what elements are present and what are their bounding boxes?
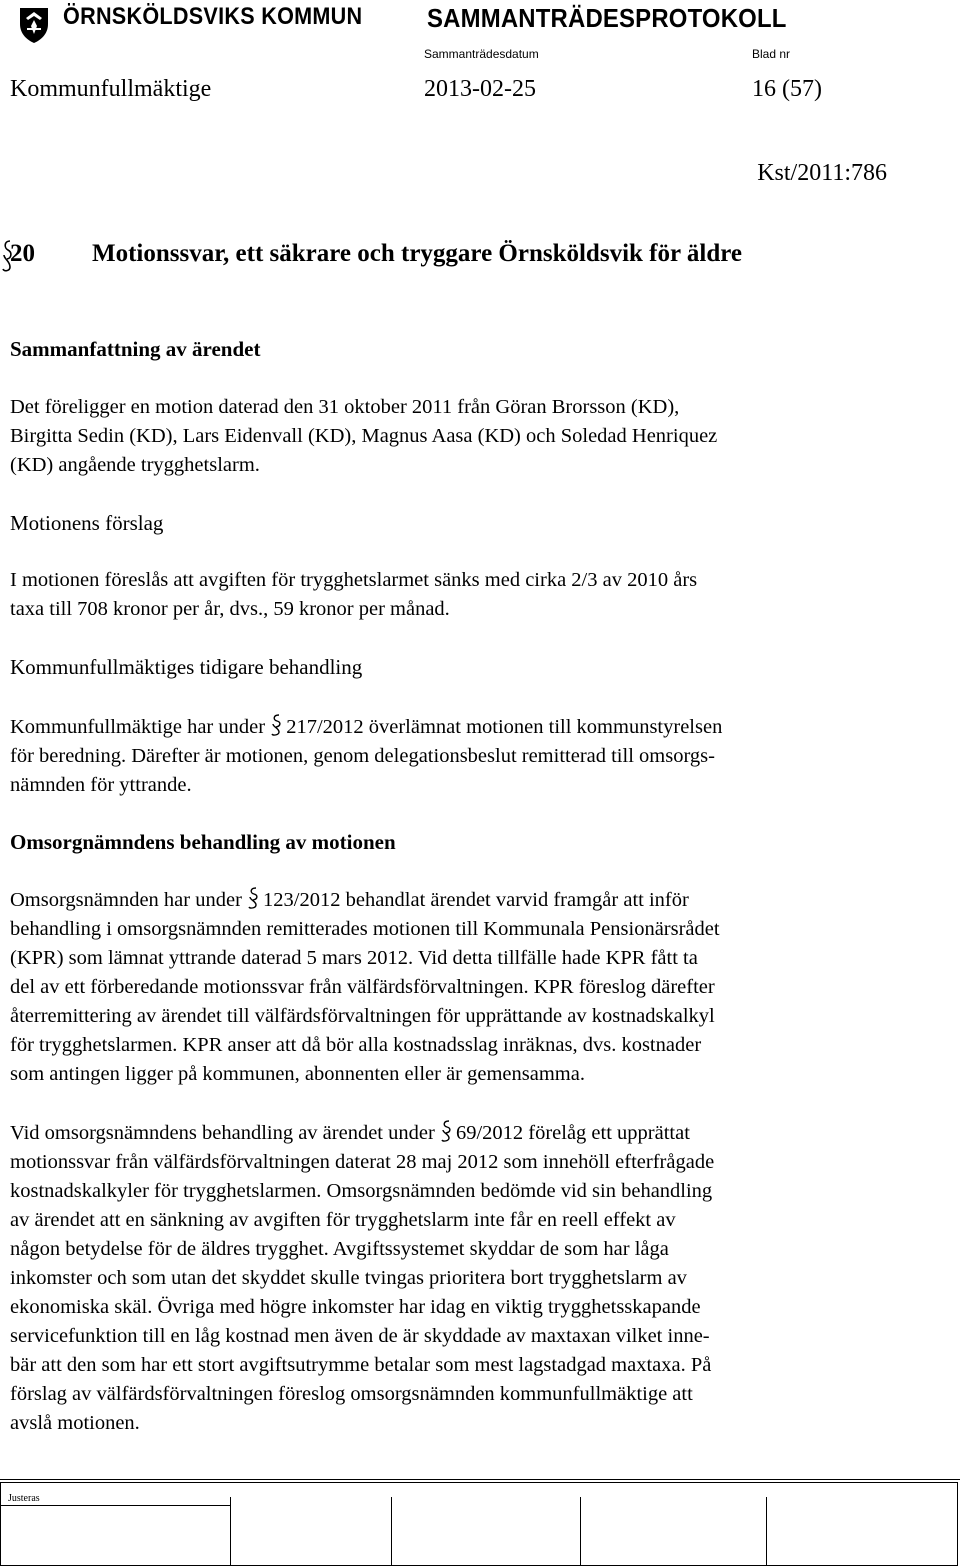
page-number-label: Blad nr <box>752 47 791 61</box>
text-line: återremittering av ärendet till välfärdsförvaltningen för upprättande av kostnadskalkyl <box>10 1005 715 1027</box>
text-line: förslag av välfärdsförvaltningen föreslog omsorgsnämnden kommunfullmäktige att <box>10 1383 693 1405</box>
text-line: avslå motionen. <box>10 1412 140 1434</box>
body-name: Kommunfullmäktige <box>10 76 212 102</box>
text-line: behandling i omsorgsnämnden remitterades motionen till Kommunala Pensionärsrådet <box>10 918 720 940</box>
signature-cell[interactable] <box>580 1497 581 1566</box>
document-title: SAMMANTRÄDESPROTOKOLL <box>427 3 787 33</box>
coat-of-arms-icon <box>14 4 54 44</box>
text-line: Det föreligger en motion daterad den 31 oktober 2011 från Göran Brorsson (KD), <box>10 396 680 418</box>
case-number: Kst/2011:786 <box>757 160 887 186</box>
care-heading: Omsorgnämndens behandling av motionen <box>10 830 396 854</box>
text-line: för trygghetslarmen. KPR anser att då bör alla kostnadsslag inräknas, dvs. kostnader <box>10 1034 702 1056</box>
text-line <box>10 713 910 742</box>
text-line: nämnden för yttrande. <box>10 774 192 796</box>
text-line: bär att den som har ett stort avgiftsutrymme betalar som mest lagstadgad maxtaxa. På <box>10 1354 712 1376</box>
meeting-date-label: Sammanträdesdatum <box>424 47 539 61</box>
paragraph-mark-icon <box>440 1119 452 1141</box>
text-line: I motionen föreslås att avgiften för trygghetslarmet sänks med cirka 2/3 av 2010 års <box>10 569 698 591</box>
care-paragraph-2 <box>10 1119 910 1438</box>
text-fragment: Omsorgsnämnden har under <box>10 889 242 911</box>
text-fragment: 123/2012 behandlat ärendet varvid framgår att inför <box>263 889 689 911</box>
text-line: motionssvar från välfärdsförvaltningen daterat 28 maj 2012 som innehöll efterfrågade <box>10 1151 715 1173</box>
text-line: del av ett förberedande motionssvar från välfärdsförvaltningen. KPR föreslog därefter <box>10 976 715 998</box>
signature-cell[interactable] <box>766 1497 767 1566</box>
section-title: Motionssvar, ett säkrare och tryggare Örnsköldsvik för äldre <box>92 240 742 267</box>
footer-divider <box>0 1479 960 1480</box>
paragraph-mark-icon <box>270 713 282 735</box>
page-number: 16 (57) <box>752 76 822 102</box>
text-line <box>10 886 910 915</box>
organization-name: ÖRNSKÖLDSVIKS KOMMUN <box>63 3 363 30</box>
justeras-label: Justeras <box>8 1493 40 1504</box>
text-fragment: Vid omsorgsnämndens behandling av ärendet under <box>10 1122 435 1144</box>
summary-heading: Sammanfattning av ärendet <box>10 337 261 361</box>
text-line: kostnadskalkyler för trygghetslarmen. Omsorgsnämnden bedömde vid sin behandling <box>10 1180 713 1202</box>
text-line: av ärendet att en sänkning av avgiften för trygghetslarm inte får en reell effekt av <box>10 1209 676 1231</box>
proposal-heading: Motionens förslag <box>10 511 164 535</box>
text-line: taxa till 708 kronor per år, dvs., 59 kronor per månad. <box>10 598 450 620</box>
paragraph-mark-icon <box>247 886 259 908</box>
text-line: som antingen ligger på kommunen, abonnenten eller är gemensamma. <box>10 1063 585 1085</box>
text-fragment: 217/2012 överlämnat motionen till kommunstyrelsen <box>286 716 723 738</box>
summary-paragraph <box>10 393 910 480</box>
text-line: Birgitta Sedin (KD), Lars Eidenvall (KD), Magnus Aasa (KD) och Soledad Henriquez <box>10 425 718 447</box>
meeting-date: 2013-02-25 <box>424 76 536 102</box>
care-paragraph-1 <box>10 886 910 1089</box>
proposal-paragraph <box>10 566 910 624</box>
council-paragraph <box>10 713 910 800</box>
text-line: ekonomiska skäl. Övriga med högre inkomster har idag en viktig trygghetsskapande <box>10 1296 701 1318</box>
text-fragment: 69/2012 förelåg ett upprättat <box>455 1122 690 1144</box>
signature-grid <box>0 1482 958 1566</box>
signature-cell[interactable] <box>230 1497 231 1566</box>
section-number: 20 <box>10 240 35 267</box>
text-line <box>10 1119 910 1148</box>
text-line: servicefunktion till en låg kostnad men även de är skyddade av maxtaxan vilket inne- <box>10 1325 710 1347</box>
text-line: någon betydelse för de äldres trygghet. Avgiftssystemet skyddar de som har låga <box>10 1238 669 1260</box>
signature-grid-divider <box>0 1505 230 1506</box>
text-fragment: Kommunfullmäktige har under <box>10 716 266 738</box>
council-heading: Kommunfullmäktiges tidigare behandling <box>10 655 363 679</box>
text-line: för beredning. Därefter är motionen, genom delegationsbeslut remitterad till omsorgs- <box>10 745 715 767</box>
text-line: inkomster och som utan det skyddet skulle tvingas prioritera bort trygghetslarm av <box>10 1267 687 1289</box>
text-line: (KD) angående trygghetslarm. <box>10 454 260 476</box>
signature-cell[interactable] <box>391 1497 392 1566</box>
text-line: (KPR) som lämnat yttrande daterad 5 mars 2012. Vid detta tillfälle hade KPR fått ta <box>10 947 698 969</box>
